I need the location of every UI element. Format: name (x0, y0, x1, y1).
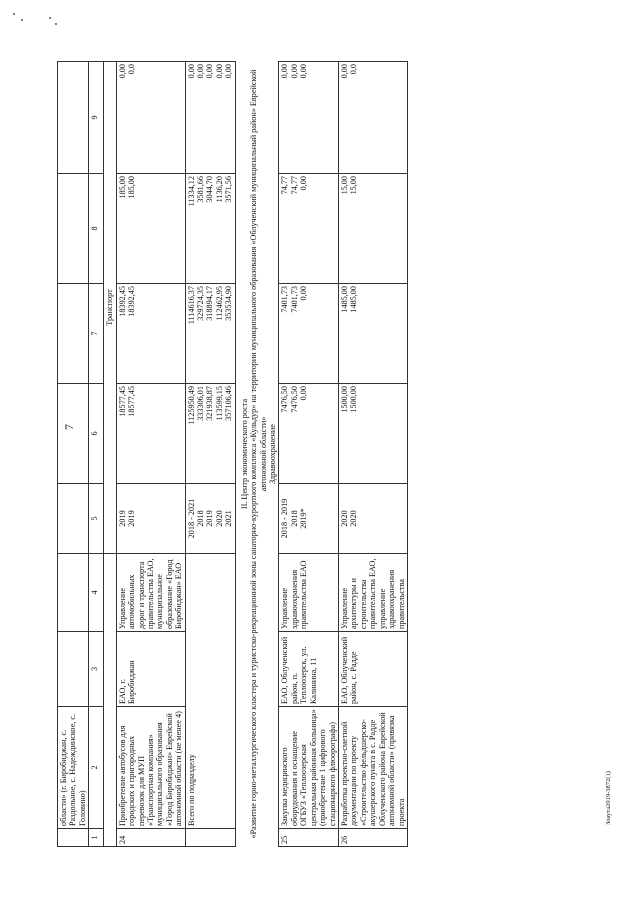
col-header: 7 (89, 284, 104, 384)
value: 0,00 (214, 64, 224, 79)
event-name: Разработка проектно-сметной документации по проекту «Строительство фельдшерско-акушерского пункта в с. Радде Облученского района Еврейской автономной области» (привязка проекта (338, 707, 407, 829)
value: 0,00 (280, 64, 290, 79)
value: 18392,45 (117, 286, 127, 317)
value: 1500,00 (339, 386, 349, 413)
value: 1125950,49 (186, 386, 196, 425)
col-header: 6 (89, 384, 104, 484)
section-ii-title: II. Центр экономического роста (239, 398, 249, 510)
table-row (279, 62, 339, 847)
year: 2019 (117, 510, 127, 527)
section-ii-description: «Развитие горно-металлургического кластера и туристско-рекреационной зоны санаторно-курортного комплекса «Кульдур» на территории муниципального образования «Облученский муниципальный район» Еврейской автономной области» (249, 69, 268, 839)
value: 329724,35 (196, 286, 206, 321)
event-executor: Управление архитектуры и строительства правительства ЕАО, управление здравоохранения правительства (338, 554, 407, 632)
row-number: 24 (116, 829, 185, 847)
event-executor: Управление автомобильных дорог и транспорта правительства ЕАО, муниципальное образование «Город Биробиджан» ЕАО (116, 554, 185, 632)
value: 11334,12 (186, 176, 196, 207)
value: 0,00 (196, 64, 206, 79)
year: 2019* (299, 508, 309, 529)
value: 1114616,37 (186, 286, 196, 325)
year: 2020 (214, 510, 224, 527)
col-header: 1 (89, 829, 104, 847)
value: 1485,00 (349, 286, 359, 313)
value: 1485,00 (339, 286, 349, 313)
value: 18577,45 (127, 386, 137, 417)
value: 0,0 (349, 64, 359, 75)
value: 0,00 (205, 64, 215, 79)
subtotal-label: Всего по подразделу (185, 554, 235, 829)
year: 2019 (205, 510, 215, 527)
value: 15,00 (339, 176, 349, 195)
col-header: 2 (89, 707, 104, 829)
section-heading (104, 62, 116, 847)
value: 0,00 (299, 176, 309, 191)
col-header: 3 (89, 632, 104, 707)
year: 2020 (339, 510, 349, 527)
value: 7476,50 (289, 386, 299, 413)
value: 74,77 (289, 176, 299, 195)
year: 2018 (196, 510, 206, 527)
value: 185,00 (117, 176, 127, 199)
col-header: 5 (89, 484, 104, 554)
value: 3044,70 (205, 176, 215, 203)
value: 321938,87 (205, 386, 215, 421)
event-name: Закупка медицинского оборудования и оснащение ОГБУЗ «Теплоозерская центральная районная больница» (приобретение 1 цифрового стационарного флюорографа) (279, 707, 339, 829)
value: 1136,20 (214, 176, 224, 203)
value: 18577,45 (117, 386, 127, 417)
value: 0,00 (339, 64, 349, 79)
program-table (57, 61, 408, 847)
scan-artifact (10, 8, 70, 28)
value: 0,00 (117, 64, 127, 79)
value: 18392,45 (127, 286, 137, 317)
value: 0,00 (299, 386, 309, 401)
continuation-text: области» (г. Биробиджан, с. Раздольное, с. Надеждинское, с. Головино) (58, 707, 89, 829)
page-number: 7 (62, 424, 76, 430)
col-header: 4 (89, 554, 104, 632)
event-executor: Управление здравоохранения правительства ЕАО (279, 554, 339, 632)
value: 357106,46 (224, 386, 234, 421)
section-ii-heading (235, 62, 279, 847)
year: 2020 (349, 510, 359, 527)
value: 0,00 (224, 64, 234, 79)
year: 2018 - 2021 (186, 498, 196, 539)
value: 0,00 (289, 64, 299, 79)
value: 0,00 (299, 286, 309, 301)
year: 2018 - 2019 (280, 498, 290, 539)
subtotal-row (185, 62, 235, 847)
footer-code: Зоаута2019-3872(1) (605, 771, 612, 825)
row-number: 25 (279, 829, 339, 847)
value: 7401,73 (280, 286, 290, 313)
value: 353534,90 (224, 286, 234, 321)
value: 74,77 (280, 176, 290, 195)
year: 2018 (289, 510, 299, 527)
section-transport: Транспорт (104, 62, 116, 554)
row-number: 26 (338, 829, 407, 847)
event-place: ЕАО, Облученский район, с. Радде (338, 632, 407, 707)
header-row (89, 62, 104, 847)
value: 113599,15 (214, 386, 224, 421)
col-header: 8 (89, 174, 104, 284)
value: 0,00 (186, 64, 196, 79)
value: 1500,00 (349, 386, 359, 413)
value: 0,0 (127, 64, 137, 75)
year: 2021 (224, 510, 234, 527)
value: 15,00 (349, 176, 359, 195)
table-row (338, 62, 407, 847)
table-row (116, 62, 185, 847)
value: 3571,56 (224, 176, 234, 203)
section-health: Здравоохранение (268, 424, 278, 484)
value: 0,00 (299, 64, 309, 79)
value: 7401,73 (289, 286, 299, 313)
value: 333306,01 (196, 386, 206, 421)
event-place: ЕАО, г. Биробиджан (116, 632, 185, 707)
value: 112462,95 (214, 286, 224, 321)
continuation-row (58, 62, 89, 847)
event-name: Приобретение автобусов для городских и пригородных перевозок для МУП «Транспортная компания» муниципального образования «Город Биробиджан» Еврейской автономной области (не менее 4) (116, 707, 185, 829)
col-header: 9 (89, 62, 104, 174)
value: 3581,66 (196, 176, 206, 203)
value: 7476,50 (280, 386, 290, 413)
event-place: ЕАО, Облученский район, п. Теплоозерск, ул. Калинина, 11 (279, 632, 339, 707)
value: 185,00 (127, 176, 137, 199)
rotated-page (57, 62, 617, 847)
year: 2019 (127, 510, 137, 527)
value: 318894,17 (205, 286, 215, 321)
